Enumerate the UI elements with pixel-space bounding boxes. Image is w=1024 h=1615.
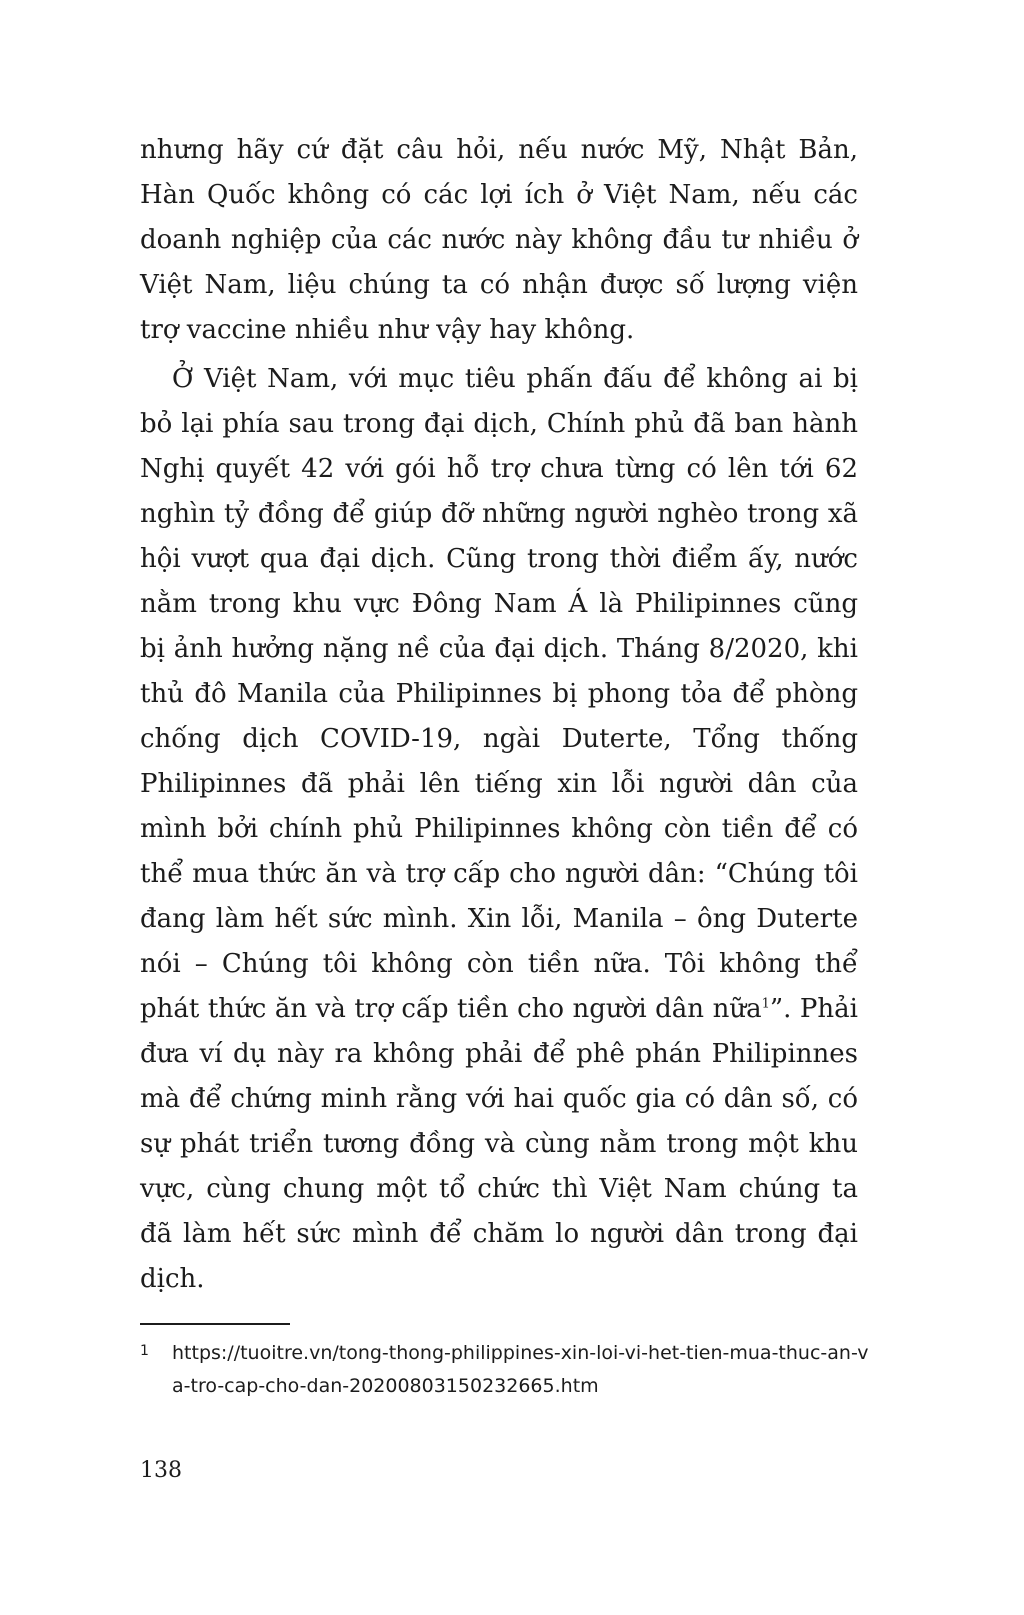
footnote-divider [140, 1323, 290, 1325]
paragraph-2-text-after-ref: ”. Phải đưa ví dụ này ra không phải để phê phán Philipinnes mà để chứng minh rằng với hai quốc gia có dân số, có sự phát triển tương đồng và cùng nằm trong một khu vực, cùng chung một tổ chức thì Việt Nam chúng ta đã làm hết sức mình để chăm lo người dân trong đại dịch. [140, 994, 858, 1294]
footnote [140, 1337, 880, 1403]
footnote-reference: 1 [761, 996, 770, 1012]
page-number: 138 [140, 1458, 182, 1483]
footnote-url: https://tuoitre.vn/tong-thong-philippines-xin-loi-vi-het-tien-mua-thuc-an-va-tro-cap-cho-dan-20200803150232665.htm [172, 1342, 869, 1397]
footnote-number: 1 [140, 1343, 149, 1359]
body-text [140, 128, 858, 1302]
paragraph-1: nhưng hãy cứ đặt câu hỏi, nếu nước Mỹ, Nhật Bản, Hàn Quốc không có các lợi ích ở Việt Nam, nếu các doanh nghiệp của các nước này không đầu tư nhiều ở Việt Nam, liệu chúng ta có nhận được số lượng viện trợ vaccine nhiều như vậy hay không. [140, 135, 858, 345]
paragraph-2-text-before-ref: Ở Việt Nam, với mục tiêu phấn đấu để không ai bị bỏ lại phía sau trong đại dịch, Chính phủ đã ban hành Nghị quyết 42 với gói hỗ trợ chưa từng có lên tới 62 nghìn tỷ đồng để giúp đỡ những người nghèo trong xã hội vượt qua đại dịch. Cũng trong thời điểm ấy, nước nằm trong khu vực Đông Nam Á là Philipinnes cũng bị ảnh hưởng nặng nề của đại dịch. Tháng 8/2020, khi thủ đô Manila của Philipinnes bị phong tỏa để phòng chống dịch COVID-19, ngài Duterte, Tổng thống Philipinnes đã phải lên tiếng xin lỗi người dân của mình bởi chính phủ Philipinnes không còn tiền để có thể mua thức ăn và trợ cấp cho người dân: “Chúng tôi đang làm hết sức mình. Xin lỗi, Manila – ông Duterte nói – Chúng tôi không còn tiền nữa. Tôi không thể phát thức ăn và trợ cấp tiền cho người dân nữa [140, 364, 858, 1024]
paragraph-2 [140, 357, 858, 1302]
